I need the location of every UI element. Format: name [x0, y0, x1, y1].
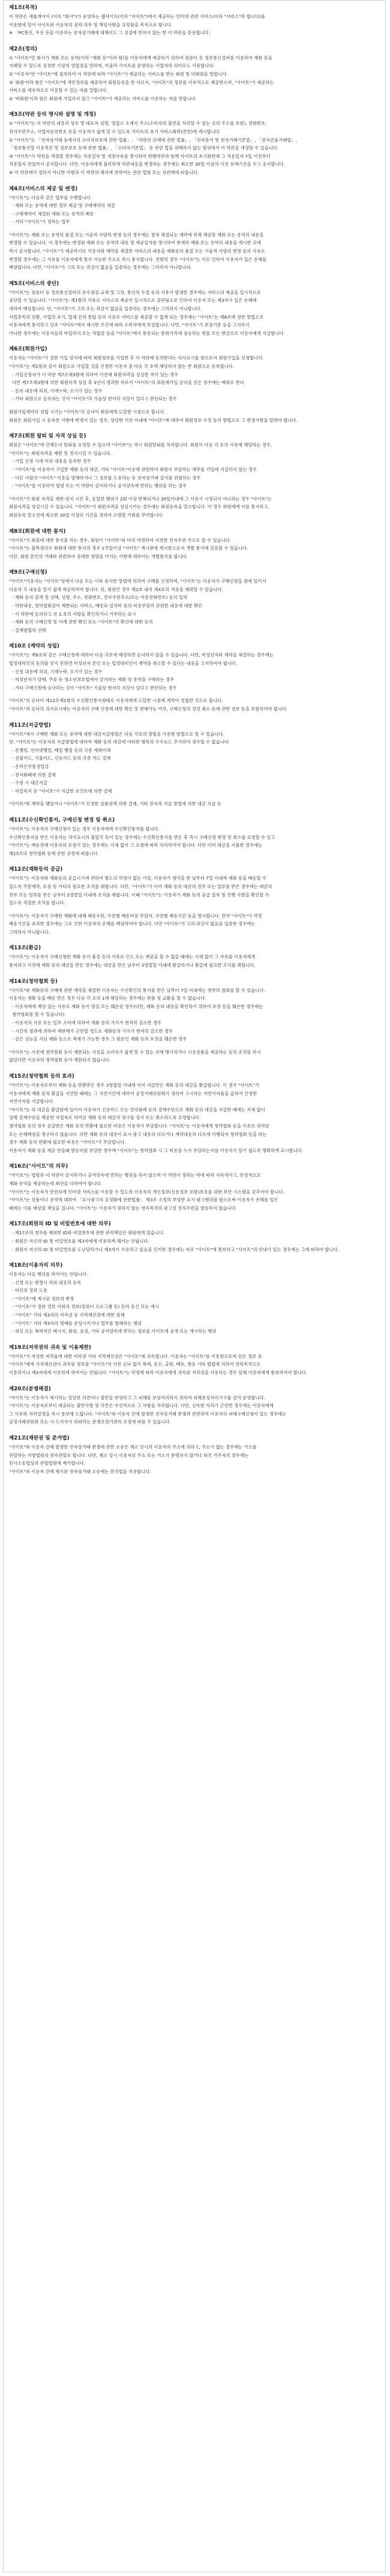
article-paragraph: ② "이용자"란 "사이트"에 접속하여 이 약관에 따라 "사이트"가 제공하는 서비스를 받는 회원 및 비회원을 말합니다. [9, 71, 228, 77]
article-paragraph: "사이트"는 사전에 청약철회 등이 제한되는 사실을 소비자가 쉽게 알 수 있는 곳에 명기하거나 시용상품을 제공하는 등의 조치를 하지 [9, 1049, 261, 1055]
article-paragraph: 있도록 주문제작, 포장 등 기타의 필요한 조치를 취합니다. 다만, "사이트"가 이미 재화 등의 대금의 전부 또는 일부를 받은 경우에는 대금의 [9, 883, 272, 889]
article-list-item: - 회원이 자신의 ID 및 비밀번호를 도난당하거나 제3자가 사용하고 있음을 인지한 경우에는 바로 "사이트"에 통보하고 "사이트"의 안내가 있는 경우에는 그에 따라야 합니다. [12, 1246, 339, 1252]
article-title: 제20조(분쟁해결) [9, 1386, 51, 1392]
article-paragraph: 법정대리인의 동의를 얻지 못하면 미성년자 본인 또는 법정대리인이 계약을 취소할 수 있다는 내용을 고지하여야 합니다. [9, 661, 238, 667]
paragraph-spacer [9, 795, 380, 800]
article-section [9, 1261, 380, 1336]
article-list-item: - "사이트"를 이용하여 구입한 재화 등의 대금, 기타 "사이트"이용에 관련하여 회원이 부담하는 채무를 기일에 지급하지 않는 경우 [12, 466, 257, 472]
paragraph-spacer [9, 1043, 380, 1048]
article-paragraph: "사이트"는 이용자와 재화등의 공급시기에 관하여 별도의 약정이 없는 이상, 이용자가 청약을 한 날부터 7일 이내에 재화 등을 배송할 수 [9, 875, 267, 881]
article-paragraph: 이용자는 "사이트"가 정한 가입 양식에 따라 회원정보를 기입한 후 이 약관에 동의한다는 의사표시를 함으로서 회원가입을 신청합니다. [9, 355, 264, 361]
article-list-item: - "사이트"가 정한 정보 이외의 정보(컴퓨터 프로그램 등) 등의 송신 또는 게시 [12, 1304, 159, 1310]
article-paragraph: ④ '비회원'이라 함은 회원에 가입하지 않고 "사이트"가 제공하는 서비스를 이용하는 자를 말합니다. [9, 95, 197, 101]
article-paragraph: 「정보통신망 이용촉진 및 정보보호 등에 관한 법률」, 「소비자기본법」 등 관련 법을 위배하지 않는 범위에서 이 약관을 개정할 수 있습니다. [9, 145, 279, 151]
article-paragraph: "사이트"는 이용자가 제기하는 정당한 의견이나 불만을 반영하고 그 피해를 보상처리하기 위하여 피해보상처리기구를 설치·운영합니다. [9, 1395, 265, 1401]
article-paragraph: "사이트"는 법령과 이 약관이 금지하거나 공서양속에 반하는 행위를 하지 않으며 이 약관이 정하는 바에 따라 지속적이고, 안정적으로 [9, 1172, 261, 1178]
article-list-item: - 구매계약이 체결된 재화 또는 용역의 배송 [12, 211, 94, 217]
article-paragraph: 통지하고 사전에 재화 등의 대금을 받은 경우에는 대금을 받은 날부터 3영업일 이내에 환급하거나 환급에 필요한 조치를 취합니다. [9, 962, 256, 968]
article-paragraph: "사이트"는 배송전에 이용자의 요청이 있는 경우에는 지체 없이 그 요청에 따라 처리하여야 합니다. 다만 이미 대금을 지불한 경우에는 [9, 842, 263, 848]
article-paragraph: "사이트"는 제9조와 같은 구매신청에 대하여 다음 각호에 해당하면 승낙하지 않을 수 있습니다. 다만, 미성년자와 계약을 체결하는 경우에는 [9, 652, 274, 658]
article-paragraph: "사이트"와 이용자 간에 발생한 전자상거래 분쟁에 관한 소송은 제소 당시의 이용자의 주소에 의하고, 주소가 없는 경우에는 거소를 [9, 1444, 257, 1450]
article-paragraph: 회원자격을 상실시킬 수 있습니다. "사이트"가 회원자격을 상실시키는 경우에는 회원등록을 말소합니다. 이 경우 회원에게 이를 통지하고, [9, 504, 269, 510]
article-title: 제11조(수신확인통지, 구매신청 변경 및 취소) [9, 817, 115, 823]
article-paragraph: 제15조의 청약철회 등에 관한 규정에 따릅니다. [9, 850, 100, 856]
article-paragraph: 당해 결제수단을 제공한 사업자로 하여금 재화 등의 대금의 청구를 정지 또는 취소하도록 요청합니다. [9, 1115, 201, 1121]
article-list-item: - 온라인무통장입금 [12, 763, 49, 769]
article-paragraph: "사이트"는 상품이나 용역에 대하여 「표시광고의 공정화에 관한법률」 제3조 소정의 부당한 표시·광고행위를 함으로써 이용자가 손해를 입은 [9, 1197, 278, 1203]
article-section [9, 1344, 380, 1377]
article-title: 제1조(목적) [9, 5, 38, 11]
article-paragraph: ① "사이트"란 회사가 재화 또는 용역(이하 "재화 등"이라 함)을 이용자에게 제공하기 위하여 컴퓨터 등 정보통신설비를 이용하여 재화 등을 [9, 55, 272, 61]
article-paragraph: 공정거래위원회 또는 시·도지사가 의뢰하는 분쟁조정기관의 조정에 따를 수 있습니다. [9, 1419, 171, 1425]
article-paragraph: "사이트"가 회원 자격을 제한·정지 시킨 후, 동일한 행위가 2회 이상 반복되거나 30일이내에 그 사유가 시정되지 아니하는 경우 "사이트"는 [9, 496, 272, 502]
article-list-item: - "사이트"를 이용하여 법령 또는 이 약관이 금지하거나 공서양속에 반하는 행위를 하는 경우 [12, 483, 187, 489]
article-list-item: - 이용자의 사용 또는 일부 소비에 의하여 재화 등의 가치가 현저히 감소한 경우 [12, 1020, 161, 1026]
article-title: 제11조(지급방법) [9, 722, 51, 728]
article-paragraph: 중단할 수 있습니다. "사이트"는 제1항의 사유로 서비스의 제공이 일시적으로 중단됨으로 인하여 이용자 또는 제3자가 입은 손해에 [9, 298, 257, 304]
article-section [9, 345, 380, 424]
article-paragraph: 회원가입계약의 성립 시기는 "사이트"의 승낙이 회원에게 도달한 시점으로 합니다. [9, 409, 166, 415]
article-list-item: - 기타 "사이트"가 정하는 업무 [12, 219, 70, 225]
article-paragraph: ② "사이트"는 「전자상거래 등에서의 소비자보호에 관한 법률」, 「약관의 규제에 관한 법률」, 「전자문서 및 전자거래기본법」, 「전자금융거래법」, [9, 137, 297, 143]
article-title: 제14조(청약철회 등) [9, 978, 58, 985]
article-paragraph: "사이트"는 회원자격을 제한 및 정지시킬 수 있습니다. [9, 450, 112, 456]
article-paragraph: "사이트"는 위 대금을 환급함에 있어서 이용자가 신용카드 또는 전자화폐 등의 결제수단으로 재화 등의 대금을 지급한 때에는 지체 없이 [9, 1106, 265, 1112]
article-list-item: - 회원은 자신의 ID 및 비밀번호를 제3자에게 이용하게 해서는 안됩니다. [12, 1238, 149, 1244]
article-section [9, 432, 380, 519]
article-paragraph: 때에는 이를 배상할 책임을 집니다. "사이트"는 이용자가 원하지 않는 영리목적의 광고성 전자우편을 발송하지 않습니다. [9, 1205, 237, 1211]
article-paragraph: 이용자에게 재화 등의 환급을 지연한 때에는 그 지연기간에 대하여 공정거래위원회가 정하여 고시하는 지연이자율을 곱하여 산정한 [9, 1090, 257, 1096]
article-paragraph: 배상합니다. 다만, "사이트"가 고의 또는 과실이 없음을 입증하는 경우에는 그러하지 아니합니다. [9, 265, 192, 271]
article-title: 제21조(재판권 및 준거법) [9, 1435, 70, 1441]
article-paragraph: 서비스를 계속적으로 이용할 수 있는 자를 말합니다. [9, 88, 108, 94]
article-paragraph: 이용자는 다음 행위를 하여서는 안됩니다. [9, 1271, 88, 1277]
paragraph-spacer [9, 226, 380, 231]
article-paragraph: 지연이자를 지급합니다. [9, 1099, 55, 1105]
article-section [9, 642, 380, 713]
article-section [9, 45, 380, 103]
article-paragraph: "사이트"는 다음과 같은 업무를 수행합니다. [9, 194, 92, 200]
article-paragraph: 거래할 수 있도록 설정한 가상의 영업장을 말하며, 아울러 사이트를 운영하는 사업자의 의미로도 사용합니다. [9, 63, 215, 69]
article-title: 제9조(구매신청) [9, 569, 47, 576]
article-paragraph: "사이트"가 회원에 대한 통지를 하는 경우, 회원이 "사이트"와 미리 약정하여 지정한 전자우편 주소로 할 수 있습니다. [9, 537, 232, 543]
article-paragraph: 변경할 경우에는 그 사유를 이용자에게 통지 가능한 주소로 즉시 통지합니다. 전항의 경우 "사이트"는 이로 인하여 이용자가 입은 손해를 [9, 256, 267, 262]
article-list-item: - 전자화폐에 의한 결제 [12, 772, 56, 778]
article-paragraph: "사이트"는 이용자의 구매신청이 있는 경우 이용자에게 수신확인통지를 합니다. [9, 826, 160, 832]
article-title: 제17조(회원의 ID 및 비밀번호에 대한 의무) [9, 1221, 111, 1228]
article-paragraph: "사이트"가 작성한 저작물에 대한 저작권 기타 지적재산권은 "사이트"에 귀속합니다. 이용자는 "사이트"를 이용함으로써 얻은 정보 중 [9, 1353, 262, 1359]
article-paragraph: 전자우편주소, 사업자등록번호 등을 이용자가 쉽게 알 수 있도록 사이트의 초기 서비스화면(전면)에 게시합니다. [9, 128, 221, 134]
article-list-item: - 타인의 정보 도용 [12, 1288, 47, 1294]
article-paragraph: 변경할 수 있습니다. 이 경우에는 변경된 재화 또는 용역의 내용 및 제공일자를 명시하여 현재의 재화 또는 용역의 내용을 게시한 곳에 [9, 240, 261, 246]
article-section [9, 185, 380, 272]
article-paragraph: 경우 재화 등의 반환에 필요한 비용은 "사이트"가 부담합니다. [9, 1139, 126, 1145]
article-section [9, 816, 380, 857]
paragraph-spacer [9, 907, 380, 912]
article-paragraph: "사이트"는 불특정다수 회원에 대한 통지의 경우 1주일이상 "사이트" 게시판에 게시함으로서 개별 통지에 갈음할 수 있습니다. [9, 545, 248, 551]
article-list-item: - 등록 내용에 허위, 기재누락, 오기가 있는 경우 [12, 388, 103, 394]
article-list-item: 다만 제7조제3항에 의한 회원자격 상실 후 3년이 경과한 자로서 "사이트"의 회원재가입 승낙을 얻은 경우에는 예외로 한다. [12, 380, 246, 386]
article-paragraph: 회원등록 말소전에 최소한 30일 이상의 기간을 정하여 소명할 기회를 부여합니다. [9, 512, 164, 518]
article-list-item: - 기타 회원으로 등록하는 것이 "사이트"의 기술상 현저히 지장이 있다고 판단되는 경우 [12, 396, 177, 402]
article-section [9, 1220, 380, 1253]
article-list-item: - 재화 등의 검색 및 선택, 성명, 주소, 전화번호, 전자우편주소(또는 이동전화번호) 등의 입력 [12, 595, 188, 601]
article-paragraph: 회원은 "사이트"에 언제든지 탈퇴를 요청할 수 있으며 "사이트"는 즉시 회원탈퇴를 처리합니다. 회원이 다음 각 호의 사유에 해당하는 경우, [9, 442, 272, 448]
article-paragraph: 이용자에게 통지하고 당초 "사이트"에서 제시한 조건에 따라 소비자에게 보상합니다. 다만, "사이트"가 보상기준 등을 고지하지 [9, 322, 250, 328]
article-section [9, 4, 380, 37]
article-paragraph: 청약철회 등의 경우 공급받은 재화 등의 반환에 필요한 비용은 이용자가 부담합니다. "사이트"는 이용자에게 청약철회 등을 이유로 위약금 [9, 1123, 269, 1129]
article-paragraph: 이용자는 재화 등을 배송 받은 경우 다음 각 호의 1에 해당하는 경우에는 반품 및 교환을 할 수 없습니다. [9, 995, 206, 1001]
article-paragraph: 있도록 적절한 조치를 합니다. [9, 900, 65, 906]
article-paragraph: 관할하는 지방법원의 전속관할로 합니다. 다만, 제소 당시 이용자의 주소 또는 거소가 분명하지 않거나 외국 거주자의 경우에는 [9, 1452, 248, 1458]
article-section [9, 568, 380, 634]
article-list-item: - 같은 성능을 지닌 재화 등으로 복제가 가능한 경우 그 원본인 재화 등의 포장을 훼손한 경우 [12, 1036, 187, 1042]
article-list-item: 청약철회를 할 수 있습니다) [12, 1012, 65, 1018]
article-list-item: - 미성년자가 담배, 주류 등 청소년보호법에서 금지하는 재화 및 용역을 구매하는 경우 [12, 677, 175, 683]
article-title: 제18조(이용자의 의무) [9, 1262, 63, 1269]
article-paragraph: 이용자가 재화 등을 제공 받을때 발송비를 부담한 경우에 "사이트"는 청약철회 시 그 비용을 누가 부담하는지를 이용자가 알기 쉽도록 명확하게 표시합니다. [9, 1147, 304, 1153]
article-paragraph: "사이트"와 재화등의 구매에 관한 계약을 체결한 이용자는 수신확인의 통지를 받은 날부터 7일 이내에는 청약의 철회를 할 수 있습니다. [9, 987, 265, 993]
article-paragraph: 다만, 회원 본인의 거래와 관련하여 중대한 영향을 미치는 사항에 대하여는 개별통지를 합니다. [9, 553, 188, 559]
article-list-item: - 이 약관에 동의하고 위 3.호의 사항을 확인하거나 거부하는 표시 [12, 611, 136, 617]
article-paragraph: ③ '회원'이라 함은 "사이트"에 개인정보를 제공하여 회원등록을 한 자로서, "사이트"의 정보를 지속적으로 제공받으며, "사이트"가 제공하는 [9, 79, 274, 85]
article-section [9, 865, 380, 936]
article-title: 제13조(환급) [9, 945, 41, 952]
article-paragraph: 다음의 각 내용을 알기 쉽게 제공하여야 합니다. 단, 회원인 경우 제2호 내지 제4호의 적용을 제외할 수 있습니다. [9, 586, 223, 592]
article-title: 제6조(회원가입) [9, 346, 47, 353]
article-list-item: - 선불카드, 직불카드, 신용카드 등의 각종 카드 결제 [12, 755, 111, 761]
article-paragraph: 이 약관은 새롭게아이 (이하 "회사")가 운영하는 웹사이트(이하 "사이트")에서 제공하는 인터넷 관련 서비스(이하 "서비스"라 합니다)를 [9, 14, 265, 19]
article-list-item: - 폰뱅킹, 인터넷뱅킹, 메일 뱅킹 등의 각종 계좌이체 [12, 747, 111, 753]
article-list-item: - 시간의 경과에 의하여 재판매가 곤란할 정도로 재화등의 가치가 현저히 감소한 경우 [12, 1028, 173, 1034]
article-title: 제19조(저작권의 귀속 및 이용제한) [9, 1344, 91, 1351]
article-paragraph: 전부 또는 일부를 받은 날부터 2영업일 이내에 조치를 취합니다. 이때 "사이트"는 이용자가 재화 등의 공급 절차 및 진행 사항을 확인할 수 [9, 892, 269, 898]
paragraph-spacer [9, 490, 380, 495]
article-paragraph: 이용하거나 제3자에게 이용하게 하여서는 안됩니다. "사이트"는 약정에 따라 이용자에게 귀속된 저작권을 사용하는 경우 당해 이용자에게 통보하여야 합니다. [9, 1370, 308, 1376]
article-title: 제8조(회원에 대한 통지) [9, 528, 66, 535]
article-paragraph: "사이트"는 제1항과 같이 회원으로 가입할 것을 신청한 이용자 중 다음 각 호에 해당하지 않는 한 회원으로 등록합니다. [9, 364, 235, 369]
article-paragraph: 적용일자 전일까지 공지합니다. 다만, 이용자에게 불리하게 약관내용을 변경하는 경우에는 최소한 30일 이상의 사전 유예기간을 두고 공지합니다. [9, 161, 285, 167]
article-section [9, 721, 380, 808]
article-paragraph: "사이트"와 계약을 맺었거나 "사이트"가 인정한 상품권에 의한 결제, 기타 전자적 지급 방법에 의한 대금 지급 등 [9, 801, 221, 807]
article-list-item: - 이용자에게 책임 있는 사유로 재화 등이 멸실 또는 훼손된 경우(다만, 재화 등의 내용을 확인하기 위하여 포장 등을 훼손한 경우에는 [12, 1003, 263, 1009]
article-list-item: - 가입신청자가 이 약관 제7조제3항에 의하여 이전에 회원자격을 상실한 적이 있는 경우 [12, 371, 179, 377]
article-paragraph: "사이트"와 이용자 간에 제기된 전자상거래 소송에는 한국법을 적용합니다. [9, 1468, 151, 1474]
article-paragraph: 민사소송법상의 관할법원에 제기합니다. [9, 1461, 85, 1467]
article-title: 제4조(서비스의 제공 및 변경) [9, 185, 78, 192]
article-paragraph: ③ "사이트"가 약관을 개정할 경우에는 적용일자 및 개정사유를 명시하여 현행약관과 함께 사이트의 초기화면에 그 적용일자 7일 이전부터 [9, 153, 271, 159]
article-paragraph: ④ 이 약관에서 정하지 아니한 사항과 이 약관의 해석에 관하여는 관련 법령 또는 상관례에 따릅니다. [9, 169, 199, 175]
article-paragraph: 않았다면 이용자의 청약철회 등이 제한되지 않습니다. [9, 1057, 110, 1063]
article-section [9, 1162, 380, 1212]
article-paragraph: 또는 손해배상을 청구하지 않습니다. 다만 재화 등의 내용이 표시·광고 내용과 다르거나 계약내용과 다르게 이행되어 청약철회 등을 하는 [9, 1131, 267, 1137]
article-paragraph: 수신확인통지를 받은 이용자는 의사표시의 불일치 등이 있는 경우에는 수신확인통지를 받은 후 즉시 구매신청 변경 및 취소를 요청할 수 있고 [9, 834, 275, 840]
article-title: 제16조("사이트"의 의무) [9, 1163, 68, 1170]
article-paragraph: 그러하지 아니합니다. [9, 929, 50, 935]
article-section [9, 527, 380, 561]
article-section [9, 977, 380, 1064]
article-title: 제12조(재화등의 공급) [9, 866, 63, 873]
article-paragraph: "사이트"는 이용자로부터 재화 등을 반환받은 경우 3영업일 이내에 이미 지급받은 재화 등의 대금을 환급합니다. 이 경우 "사이트"가 [9, 1082, 259, 1088]
article-paragraph: ① "사이트"는 이 약관의 내용과 상호 및 대표자 성명, 영업소 소재지 주소(소비자의 불만을 처리할 수 있는 곳의 주소를 포함), 전화번호, [9, 121, 267, 127]
article-section [9, 944, 380, 969]
article-paragraph: "사이트"의 승낙이 제12조제1항의 수신확인통지형태로 이용자에게 도달한 시점에 계약이 성립한 것으로 봅니다. [9, 698, 223, 704]
article-paragraph: "사이트"는 이용자로부터 제출되는 불만사항 및 의견은 우선적으로 그 사항을 처리합니다. 다만, 신속한 처리가 곤란한 경우에는 이용자에게 [9, 1403, 274, 1409]
article-paragraph: 재화·용역을 제공하는데 최선을 다하여야 합니다. [9, 1180, 102, 1186]
article-paragraph: 대하여 배상합니다. 단, "사이트"가 고의 또는 과실이 없음을 입증하는 경우에는 그러하지 아니합니다. [9, 306, 202, 312]
article-paragraph: "사이트"는 이용자가 구매한 재화에 대해 배송수단, 수단별 배송비용 부담자, 수단별 배송기간 등을 명시합니다. 만약 "사이트"가 약정 [9, 913, 262, 919]
article-title: 제15조(청약철회 등의 효과) [9, 1073, 74, 1079]
article-paragraph: 즉시 공지합니다. "사이트"가 제공하기로 이용자와 계약을 체결한 서비스의 내용을 재화등의 품절 또는 기술적 사양의 변경 등의 사유로 [9, 248, 265, 254]
article-paragraph: "사이트"는 재화 또는 용역의 품절 또는 기술적 사양의 변경 등의 경우에는 장차 체결되는 계약에 의해 제공할 재화 또는 용역의 내용을 [9, 232, 264, 238]
article-section [9, 1434, 380, 1476]
article-title: 제2조(정의) [9, 46, 38, 52]
article-list-item: - 다른 사람의 "사이트" 이용을 방해하거나 그 정보를 도용하는 등 전자상거래 질서를 위협하는 경우 [12, 475, 201, 481]
article-paragraph: "사이트"는 이용자가 구매신청한 재화 등이 품절 등의 사유로 인도 또는 제공을 할 수 없을 때에는 지체 없이 그 사유를 이용자에게 [9, 954, 256, 960]
article-paragraph: "사이트"이용자는 "사이트"상에서 다음 또는 이와 유사한 방법에 의하여 구매를 신청하며, "사이트"는 이용자가 구매신청을 함에 있어서 [9, 578, 266, 584]
article-paragraph: 그 사유와 처리일정을 즉시 통보해 드립니다. "사이트"와 이용자 간에 발생한 전자상거래 분쟁과 관련하여 이용자의 피해구제신청이 있는 경우에는 [9, 1411, 287, 1417]
article-paragraph: "사이트"는 컴퓨터 등 정보통신설비의 보수점검·교체 및 고장, 통신의 두절 등의 사유가 발생한 경우에는 서비스의 제공을 일시적으로 [9, 289, 261, 295]
article-paragraph: "사이트"에서 구매한 재화 또는 용역에 대한 대금지급방법은 다음 각호의 방법중 가용한 방법으로 할 수 있습니다. [9, 731, 224, 737]
article-paragraph: "사이트"에게 지적재산권이 귀속된 정보를 "사이트"의 사전 승낙 없이 복제, 송신, 출판, 배포, 방송 기타 방법에 의하여 영리목적으로 [9, 1362, 261, 1368]
article-paragraph: 단, "사이트"는 이용자의 지급방법에 대하여 재화 등의 대금에 어떠한 명목의 수수료도 추가하여 징수할 수 없습니다. [9, 739, 230, 745]
article-paragraph: 이용함에 있어 사이트와 이용자의 권리·의무 및 책임사항을 규정함을 목적으로 합니다. [9, 22, 173, 28]
article-list-item: - 신청 내용에 허위, 기재누락, 오기가 있는 경우 [12, 668, 103, 674]
article-title: 제3조(약관 등의 명시와 설명 및 개정) [9, 112, 97, 118]
article-paragraph: 사업종목의 전환, 사업의 포기, 업체 간의 통합 등의 이유로 서비스를 제공할 수 없게 되는 경우에는 "사이트"는 제8조에 정한 방법으로 [9, 314, 264, 320]
article-list-item: - 제17조의 경우를 제외한 ID와 비밀번호에 관한 관리책임은 회원에게 있습니다. [12, 1230, 165, 1236]
article-section [9, 1072, 380, 1154]
article-title: 제10조 (계약의 성립) [9, 643, 59, 650]
article-paragraph: ※ 「PC통신, 무선 등을 이용하는 전자상거래에 대해서도 그 성질에 반하지 않는 한 이 약관을 준용합니다」 [9, 30, 213, 36]
article-list-item: - 기타 구매신청에 승낙하는 것이 "사이트" 기술상 현저히 지장이 있다고 판단하는 경우 [12, 685, 177, 691]
article-paragraph: 배송기간을 초과한 경우에는 그로 인한 이용자의 손해를 배상하여야 합니다. 다만 "사이트"가 고의·과실이 없음을 입증한 경우에는 [9, 921, 256, 927]
article-list-item: - 수령 시 대금지급 [12, 780, 47, 786]
article-list-item: - "사이트" 기타 제3자의 저작권 등 지적재산권에 대한 침해 [12, 1312, 125, 1318]
paragraph-spacer [9, 692, 380, 697]
article-list-item: - "사이트" 기타 제3자의 명예를 손상시키거나 업무를 방해하는 행위 [12, 1320, 142, 1326]
article-list-item: - 약관내용, 청약철회권이 제한되는 서비스, 배송료·설치비 등의 비용부담과 관련한 내용에 대한 확인 [12, 603, 203, 609]
article-section [9, 280, 380, 338]
article-list-item: - 신청 또는 변경시 허위 내용의 등록 [12, 1279, 82, 1285]
article-list-item: - "사이트"에 게시된 정보의 변경 [12, 1296, 74, 1302]
article-list-item: - 결제방법의 선택 [12, 627, 46, 633]
article-section [9, 1385, 380, 1426]
terms-document [3, 0, 386, 2572]
article-title: 제7조(회원 탈퇴 및 자격 상실 등) [9, 433, 86, 440]
article-title: 제5조(서비스의 중단) [9, 280, 59, 287]
article-list-item: - 재화 또는 용역에 대한 정보 제공 및 구매계약의 체결 [12, 203, 115, 209]
article-paragraph: 회원은 회원가입 시 등록한 사항에 변경이 있는 경우, 상당한 기간 이내에 "사이트"에 대하여 회원정보 수정 등의 방법으로 그 변경사항을 알려야 합니다. [9, 417, 298, 423]
article-list-item: - 가입 신청 시에 허위 내용을 등록한 경우 [12, 458, 91, 464]
paragraph-spacer [9, 403, 380, 408]
article-paragraph: "사이트"의 승낙의 의사표시에는 이용자의 구매 신청에 대한 확인 및 판매가능 여부, 구매신청의 정정 취소 등에 관한 정보 등을 포함하여야 합니다. [9, 706, 288, 712]
article-paragraph: 아니한 경우에는 이용자들의 마일리지 또는 적립금 등을 "사이트"에서 통용되는 통화가치에 상응하는 현물 또는 현금으로 이용자에게 지급합니다. [9, 330, 285, 336]
article-list-item: - 마일리지 등 "사이트"가 지급한 포인트에 의한 결제 [12, 788, 112, 794]
article-list-item: - 재화 등의 구매신청 및 이에 관한 확인 또는 "사이트"의 확인에 대한 동의 [12, 619, 153, 625]
article-paragraph: "사이트"는 이용자가 안전하게 인터넷 서비스를 이용할 수 있도록 이용자의 개인정보(신용정보 포함)보호를 위한 보안 시스템을 갖추어야 합니다. [9, 1189, 284, 1195]
article-list-item: - 외설 또는 폭력적인 메시지, 화상, 음성, 기타 공서양속에 반하는 정보를 사이트에 공개 또는 게시하는 행위 [12, 1329, 217, 1335]
article-section [9, 110, 380, 176]
